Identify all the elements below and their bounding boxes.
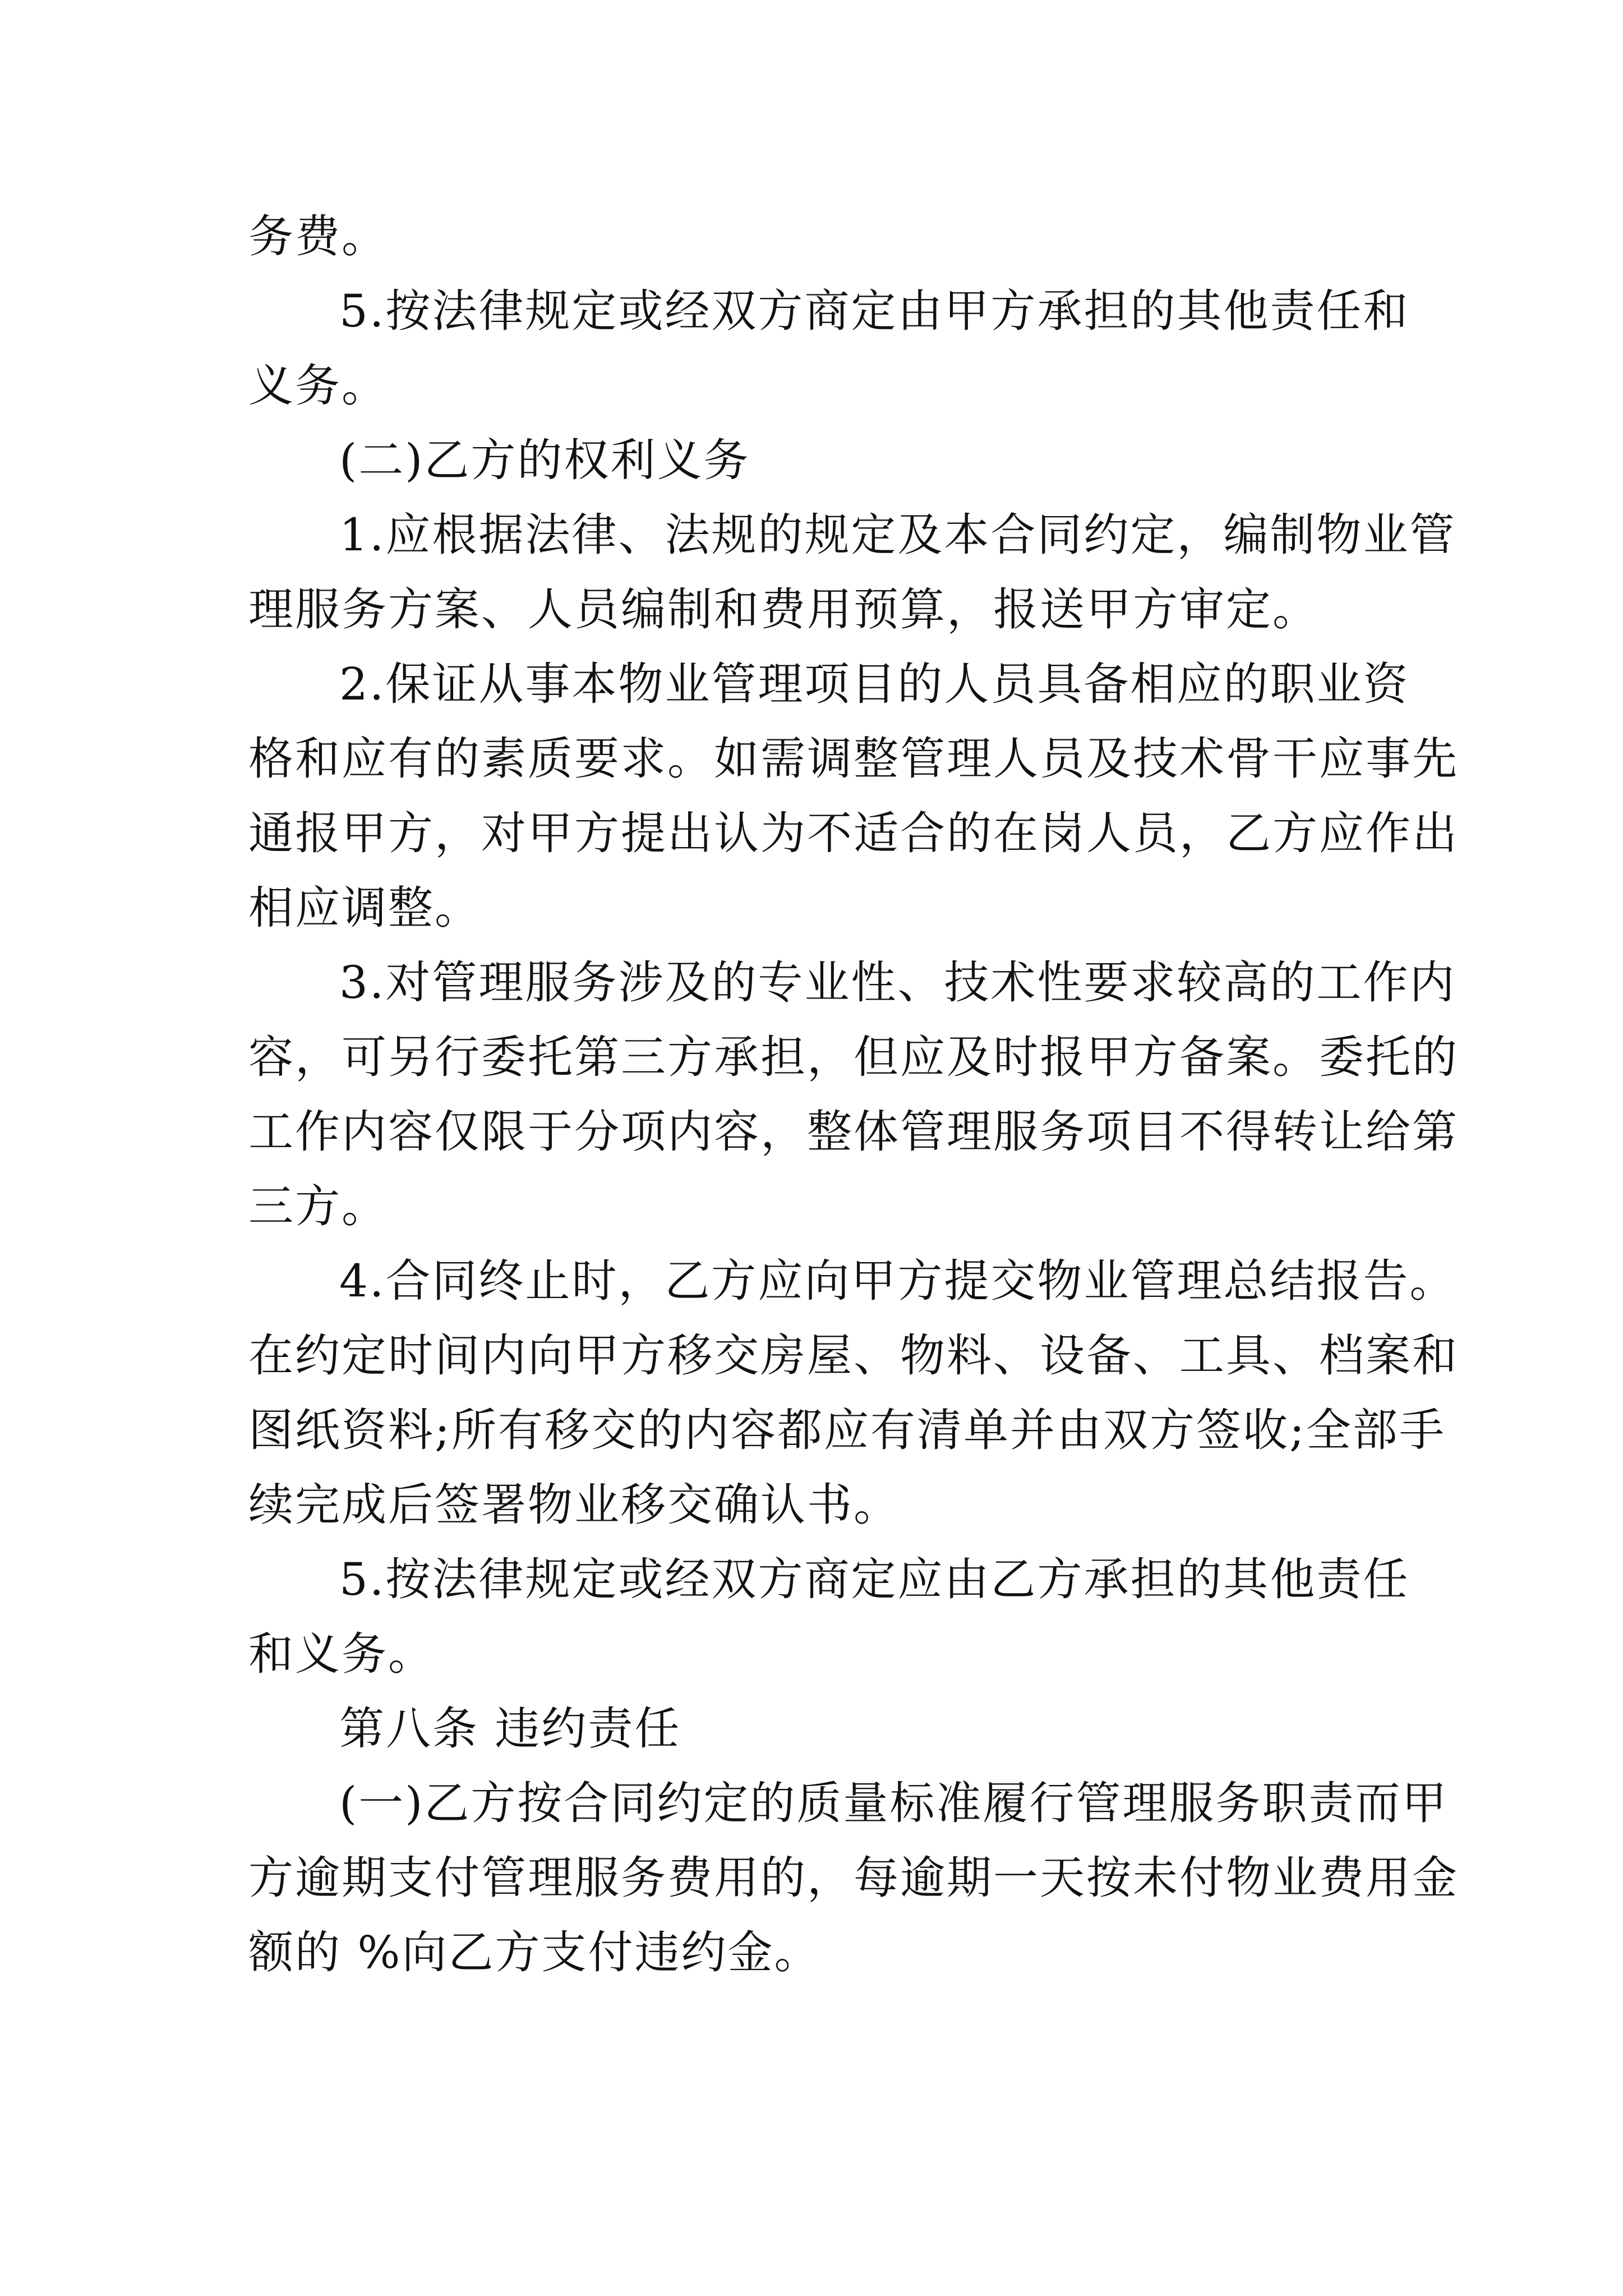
text-line: (一)乙方按合同约定的质量标准履行管理服务职责而甲 — [339, 1777, 1449, 1829]
text-line: 4.合同终止时，乙方应向甲方提交物业管理总结报告。 — [339, 1255, 1456, 1307]
text-line: 理服务方案、人员编制和费用预算，报送甲方审定。 — [248, 583, 1319, 636]
text-line: 通报甲方，对甲方提出认为不适合的在岗人员，乙方应作出 — [248, 807, 1459, 859]
text-line: 和义务。 — [248, 1628, 435, 1680]
text-line: 5.按法律规定或经双方商定应由乙方承担的其他责任 — [339, 1553, 1410, 1605]
text-line: 在约定时间内向甲方移交房屋、物料、设备、工具、档案和 — [248, 1329, 1459, 1382]
article-heading: 第八条 违约责任 — [339, 1703, 681, 1755]
text-line: 续完成后签署物业移交确认书。 — [248, 1479, 900, 1531]
text-line: 方逾期支付管理服务费用的，每逾期一天按未付物业费用金 — [248, 1852, 1459, 1904]
text-line: 三方。 — [248, 1180, 388, 1232]
section-heading: (二)乙方的权利义务 — [339, 434, 750, 486]
text-line: 3.对管理服务涉及的专业性、技术性要求较高的工作内 — [339, 956, 1456, 1009]
text-line: 容，可另行委托第三方承担，但应及时报甲方备案。委托的 — [248, 1031, 1459, 1083]
text-line: 图纸资料;所有移交的内容都应有清单并由双方签收;全部手 — [248, 1404, 1446, 1456]
text-line: 2.保证从事本物业管理项目的人员具备相应的职业资 — [339, 658, 1410, 710]
text-line: 5.按法律规定或经双方商定由甲方承担的其他责任和 — [339, 285, 1410, 337]
text-line: 务费。 — [248, 210, 388, 263]
text-line: 格和应有的素质要求。如需调整管理人员及技术骨干应事先 — [248, 733, 1459, 785]
text-line: 1.应根据法律、法规的规定及本合同约定，编制物业管 — [339, 509, 1456, 561]
text-line: 相应调整。 — [248, 882, 481, 934]
text-line: 工作内容仅限于分项内容，整体管理服务项目不得转让给第 — [248, 1106, 1459, 1158]
text-line: 额的 %向乙方支付违约金。 — [248, 1926, 821, 1978]
document-body — [248, 199, 1459, 1990]
text-line: 义务。 — [248, 360, 388, 412]
